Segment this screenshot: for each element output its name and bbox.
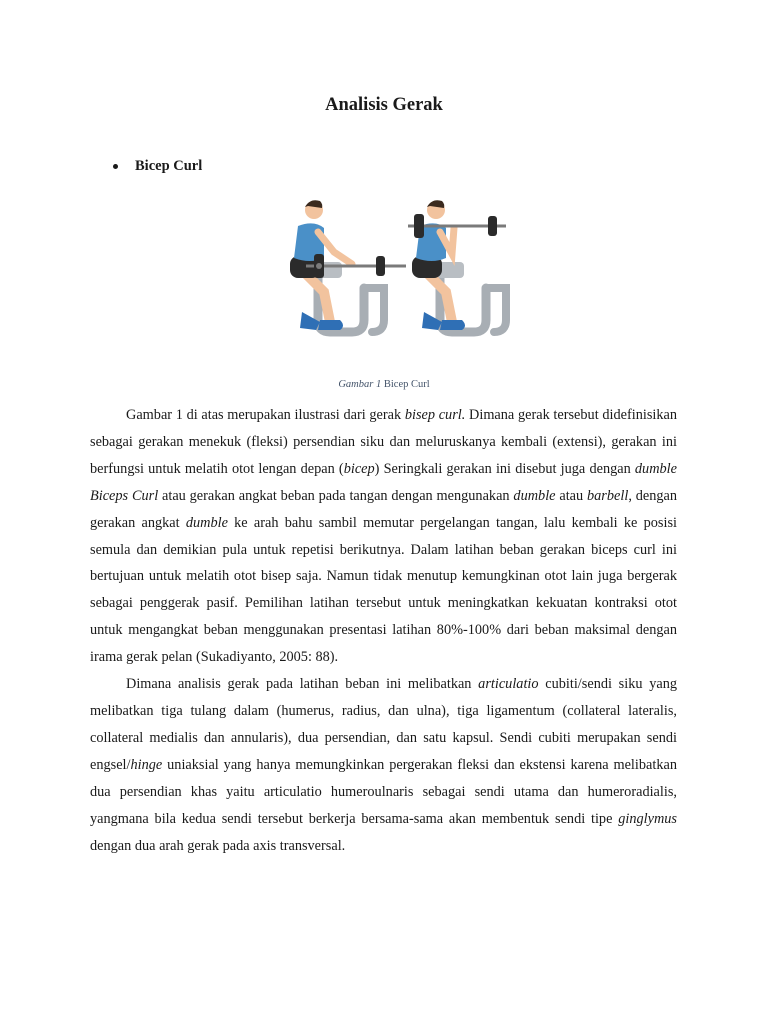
caption-label: Gambar 1 [338, 379, 382, 390]
italic-term: dumble [513, 487, 556, 504]
italic-term: dumble Biceps Curl [90, 460, 677, 504]
italic-term: ginglymus [618, 810, 677, 827]
body-text [90, 402, 677, 859]
paragraph-1 [90, 402, 677, 671]
bicep-curl-illustration-icon [280, 192, 510, 342]
text-run: atau [555, 487, 587, 504]
text-run: Gambar 1 di atas merupakan ilustrasi dari gerak [126, 407, 405, 423]
italic-term: barbell [587, 487, 629, 504]
italic-term: bicep [343, 460, 375, 477]
italic-term: bisep curl. [404, 407, 466, 423]
italic-term: dumble [185, 514, 228, 531]
bullet-item [113, 156, 202, 176]
paragraph-2 [90, 671, 677, 859]
bullet-label: Bicep Curl [135, 158, 203, 174]
page-title: Analisis Gerak [325, 95, 443, 115]
italic-term: articulatio [478, 676, 539, 693]
text-run: cubiti/sendi siku yang melibatkan tiga tulang dalam (humerus, radius, dan ulna), tiga ligamentum (collateral lateralis, collateral medialis dan annularis), dua persendian, dan satu kapsul. Sendi cubiti merupakan sendi engsel/ [90, 676, 677, 773]
text-run: atau gerakan angkat beban pada tangan dengan mengunakan [158, 487, 514, 504]
text-run: Dimana analisis gerak pada latihan beban ini melibatkan [126, 676, 479, 693]
text-run: Dimana gerak tersebut didefinisikan sebagai gerakan menekuk (fleksi) persendian siku dan meluruskanya kembali (extensi), gerakan ini berfungsi untuk melatih otot lengan depan ( [90, 407, 678, 477]
figure-arms-extended [290, 200, 406, 332]
text-run: ) Seringkali gerakan ini disebut juga dengan [374, 460, 635, 477]
italic-term: hinge [130, 756, 163, 773]
bullet-dot-icon [113, 164, 118, 169]
plate-right [376, 256, 385, 276]
text-run: uniaksial yang hanya memungkinkan pergerakan fleksi dan ekstensi karena melibatkan dua persendian khas yaitu articulatio humeroulnaris sebagai sendi utama dan humeroradialis, yangmana bila kedua sendi tersebut berkerja bersama-sama akan membentuk sendi tipe [90, 756, 677, 827]
figure-caption [0, 377, 768, 393]
text-run: , dengan gerakan angkat [90, 487, 678, 531]
caption-text: Bicep Curl [383, 379, 430, 390]
text-run: ke arah bahu sambil memutar pergelangan tangan, lalu kembali ke posisi semula dan demikian pula untuk repetisi berikutnya. Dalam latihan beban gerakan biceps curl ini bertujuan untuk melatih otot bisep saja. Namun tidak menutup kemungkinan otot lain juga bergerak sebagai penggerak pasif. Pemilihan latihan tersebut untuk meningkatkan kekuatan kontraksi otot untuk mengangkat beban menggunakan presentasi latihan 80%-100% dari beban maksimal dengan irama gerak pelan (Sukadiyanto, 2005: 88). [90, 514, 677, 666]
plate-left [414, 214, 424, 238]
text-run: dengan dua arah gerak pada axis transversal. [90, 837, 346, 854]
shoe [318, 320, 343, 330]
plate-center [316, 263, 322, 269]
figure-arms-curled [408, 200, 506, 332]
shoe [440, 320, 465, 330]
plate-right [488, 216, 497, 236]
